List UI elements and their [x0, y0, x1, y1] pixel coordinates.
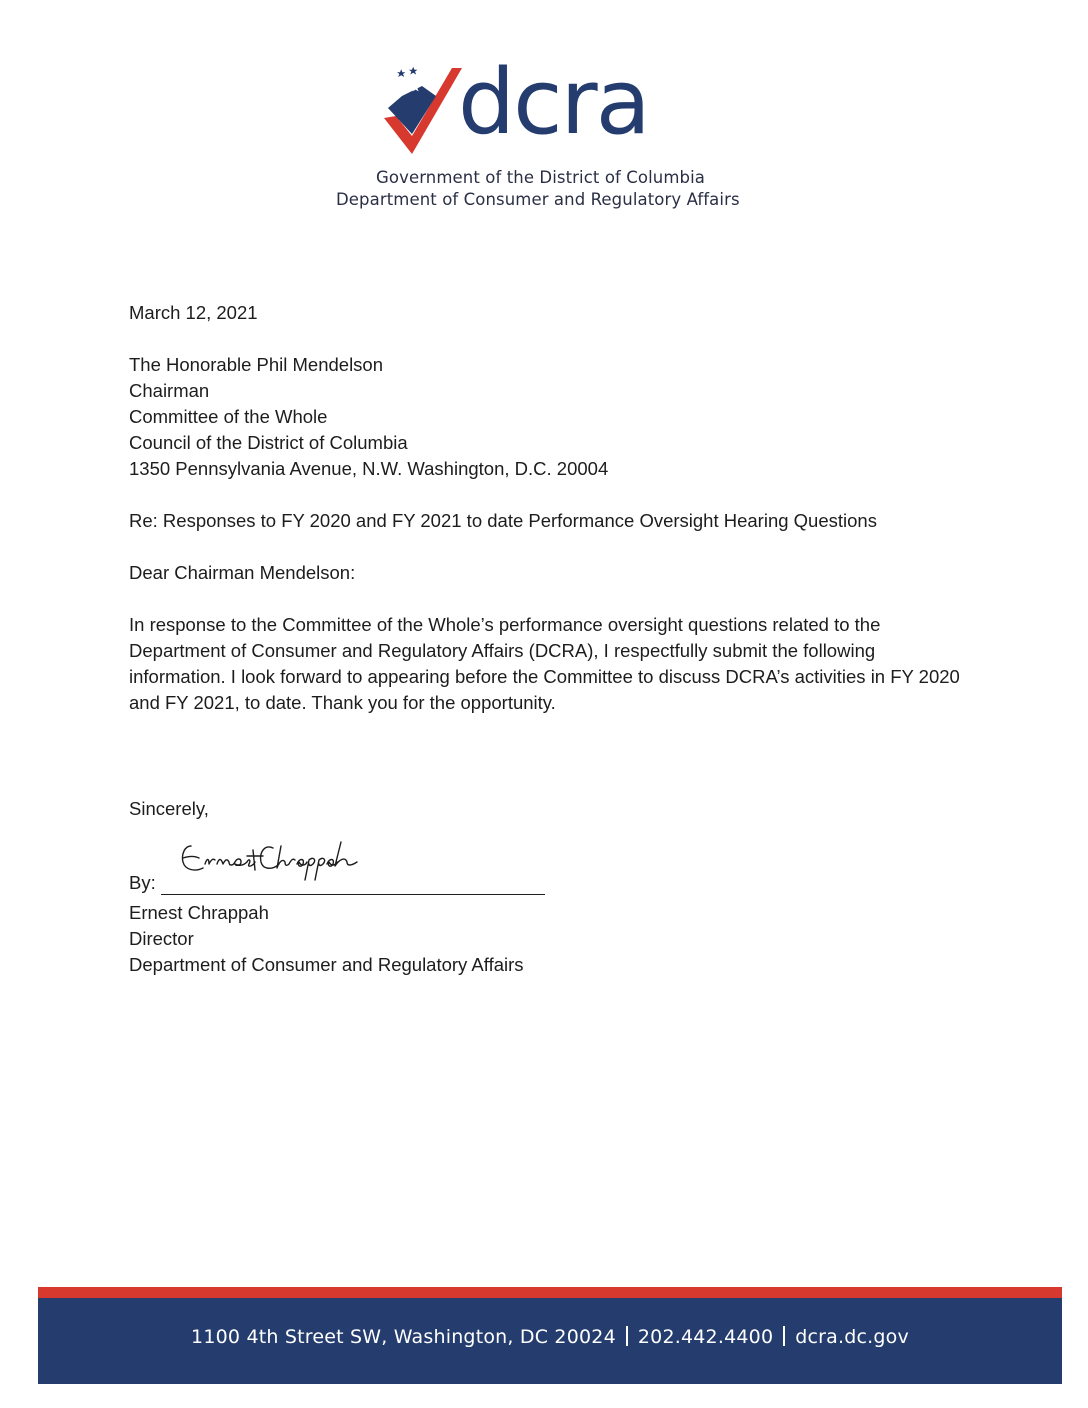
government-line: Government of the District of Columbia [376, 168, 705, 187]
letter-body [129, 300, 969, 978]
recipient-address: 1350 Pennsylvania Avenue, N.W. Washington, D.C. 20004 [129, 458, 609, 479]
handwritten-signature [177, 836, 397, 882]
recipient-council: Council of the District of Columbia [129, 432, 408, 453]
logo-wordmark: dcra [458, 50, 649, 155]
footer-website[interactable]: dcra.dc.gov [795, 1326, 909, 1348]
recipient-name: The Honorable Phil Mendelson [129, 354, 384, 375]
footer-address: 1100 4th Street SW, Washington, DC 20024 [191, 1326, 616, 1348]
signer-title: Director [129, 928, 194, 949]
dcra-logo [382, 50, 652, 162]
recipient-title: Chairman [129, 380, 210, 401]
closing: Sincerely, [129, 798, 209, 819]
subject-line: Re: Responses to FY 2020 and FY 2021 to date Performance Oversight Hearing Questions [129, 510, 877, 531]
letterhead [0, 50, 1088, 220]
footer-phone: 202.442.4400 [637, 1326, 774, 1348]
signature-block [129, 836, 969, 898]
checkmark-stars-icon [382, 62, 462, 162]
signer-department: Department of Consumer and Regulatory Affairs [129, 954, 524, 975]
department-line: Department of Consumer and Regulatory Affairs [336, 190, 740, 209]
footer-contact [38, 1322, 1062, 1352]
signature-line [161, 894, 545, 895]
signer-name: Ernest Chrappah [129, 902, 269, 923]
footer-separator [783, 1326, 785, 1346]
body-paragraph: In response to the Committee of the Whole’s performance oversight questions related to the Department of Consumer and Regulatory Affairs (DCRA), I respectfully submit the following information. I look forward to appearing before the Committee to discuss DCRA’s activities in FY 2020 and FY 2021, to date. Thank you for the opportunity. [129, 614, 960, 713]
letter-date: March 12, 2021 [129, 302, 258, 323]
by-label: By: [129, 872, 156, 893]
footer-separator [626, 1326, 628, 1346]
footer-red-stripe [38, 1287, 1062, 1298]
signer-block [129, 900, 969, 978]
salutation: Dear Chairman Mendelson: [129, 562, 356, 583]
recipient-block [129, 352, 969, 482]
recipient-committee: Committee of the Whole [129, 406, 328, 427]
